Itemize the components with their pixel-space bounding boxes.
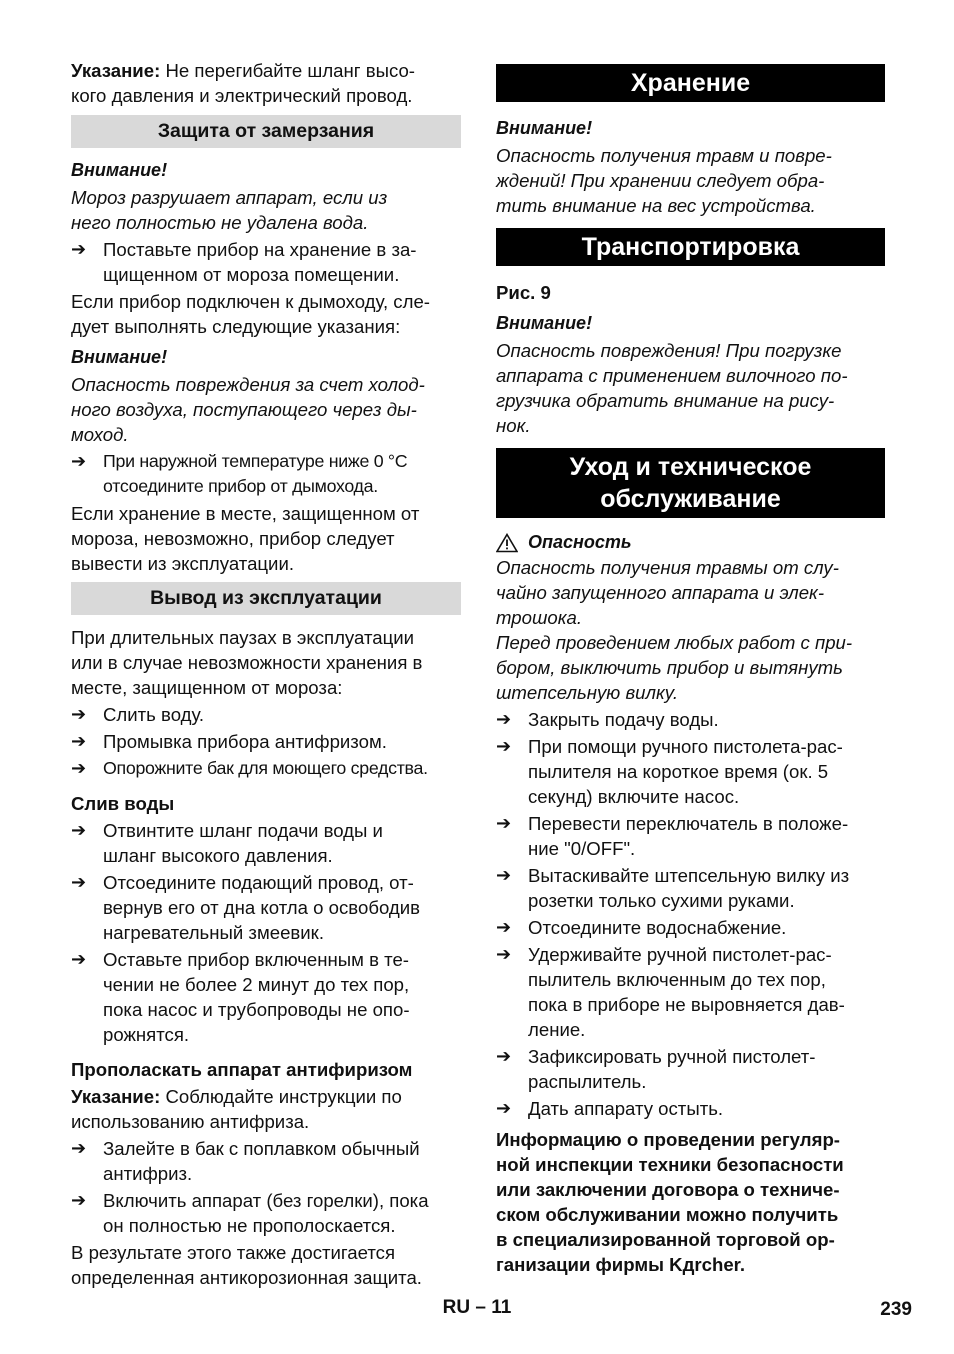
arrow-right-icon: ➔ (71, 949, 87, 969)
subheading-rinse: Прополаскать аппарат антифиризом (71, 1059, 413, 1080)
list-item: ➔ Отвинтите шланг подачи воды и шланг высокого давления. (71, 820, 383, 866)
list-item: ➔ Перевести переключатель в положе- ние "0/OFF". (496, 813, 849, 859)
arrow-right-icon: ➔ (71, 239, 87, 259)
danger-label: Опасность (528, 532, 632, 552)
list-item: ➔ Включить аппарат (без горелки), пока он полностью не прополоскается. (71, 1190, 429, 1236)
attention-label: Внимание! (496, 313, 593, 333)
list-item: ➔ Отсоедините подающий провод, от- вернув его от дна котла о освободив нагревательный змеевик. (71, 872, 421, 943)
note-label: Указание: (71, 60, 161, 81)
arrow-right-icon: ➔ (71, 704, 87, 724)
list-item: ➔ Залейте в бак с поплавком обычный антифриз. (71, 1138, 420, 1184)
arrow-right-icon: ➔ (71, 872, 87, 892)
arrow-right-icon: ➔ (71, 1190, 87, 1210)
arrow-right-icon: ➔ (496, 917, 512, 937)
danger-label-row (496, 532, 885, 553)
arrow-right-icon: ➔ (71, 1138, 87, 1158)
list-item: ➔ Оставьте прибор включенным в те- чении не более 2 минут до тех пор, пока насос и трубопроводы не опо- рожнятся. (71, 949, 410, 1045)
attention-text: Мороз разрушает аппарат, если из него полностью не удалена вода. (71, 187, 388, 233)
warning-triangle-icon (496, 533, 518, 553)
list-item: ➔ Промывка прибора антифризом. (71, 731, 387, 752)
page-number: 239 (880, 1299, 912, 1320)
arrow-right-icon: ➔ (496, 736, 512, 756)
list-item: ➔ Поставьте прибор на хранение в за- щищенном от мороза помещении. (71, 239, 417, 285)
arrow-right-icon: ➔ (496, 944, 512, 964)
arrow-right-icon: ➔ (496, 709, 512, 729)
section-heading-decommission: Вывод из эксплуатации (71, 582, 461, 615)
attention-text: Опасность повреждения! При погрузке аппарата с применением вилочного по- грузчика обратить внимание на рису- нок. (496, 340, 848, 436)
list-item: ➔ Дать аппарату остыть. (496, 1098, 724, 1119)
note-handling: Указание: Не перегибайте шланг высо- кого давления и электрический провод. (71, 60, 416, 106)
attention-label: Внимание! (496, 118, 593, 138)
attention-text: Опасность получения травм и повре- ждений! При хранении следует обра- тить внимание на вес устройства. (496, 145, 832, 216)
danger-text: Опасность получения травмы от слу- чайно запущенного аппарата и элек- трошока. Перед проведением любых работ с при- бором, выключить прибор и вытянуть штепсельную вилку. (496, 557, 853, 703)
section-page-number: RU – 11 (442, 1297, 512, 1318)
arrow-right-icon: ➔ (496, 865, 512, 885)
section-heading-care: Уход и техническое обслуживание (496, 448, 885, 518)
arrow-right-icon: ➔ (71, 820, 87, 840)
list-item: ➔ Зафиксировать ручной пистолет- распылитель. (496, 1046, 816, 1092)
list-item: ➔ Удерживайте ручной пистолет-рас- пылитель включенным до тех пор, пока в приборе не выровняется дав- ление. (496, 944, 845, 1040)
note-antifreeze: Указание: Соблюдайте инструкции по использованию антифриза. (71, 1086, 402, 1132)
note-label: Указание: (71, 1086, 161, 1107)
arrow-right-icon: ➔ (496, 1098, 512, 1118)
paragraph: В результате этого также достигается определенная антикорозионная защита. (71, 1242, 422, 1288)
list-item: ➔ При наружной температуре ниже 0 °C отсоедините прибор от дымохода. (71, 451, 408, 496)
left-column (71, 58, 461, 1290)
attention-label: Внимание! (71, 347, 168, 367)
attention-text: Опасность повреждения за счет холод- ного воздуха, поступающего через ды- моход. (71, 374, 425, 445)
section-heading-frost: Защита от замерзания (71, 115, 461, 148)
paragraph: При длительных паузах в эксплуатации или в случае невозможности хранения в месте, защищенном от мороза: (71, 627, 423, 698)
paragraph: Если прибор подключен к дымоходу, сле- дует выполнять следующие указания: (71, 291, 430, 337)
section-heading-transport: Транспортировка (496, 228, 885, 266)
arrow-right-icon: ➔ (71, 451, 87, 471)
list-item: ➔ Закрыть подачу воды. (496, 709, 719, 730)
arrow-right-icon: ➔ (71, 758, 87, 778)
section-heading-storage: Хранение (496, 64, 885, 102)
list-item: ➔ Слить воду. (71, 704, 205, 725)
arrow-right-icon: ➔ (496, 1046, 512, 1066)
list-item: ➔ Вытаскивайте штепсельную вилку из розетки только сухими руками. (496, 865, 850, 911)
paragraph: Если хранение в месте, защищенном от мороза, невозможно, прибор следует вывести из эксплуатации. (71, 503, 420, 574)
arrow-right-icon: ➔ (496, 813, 512, 833)
list-item: ➔ При помощи ручного пистолета-рас- пылителя на короткое время (ок. 5 секунд) включите насос. (496, 736, 843, 807)
list-item: ➔ Опорожните бак для моющего средства. (71, 756, 461, 781)
service-info-text: Информацию о проведении регуляр- ной инспекции техники безопасности или заключении договора о техниче- ском обслуживании можно получить в специализированной торговой ор- ганизации фирмы Kдrcher. (496, 1129, 844, 1275)
attention-label: Внимание! (71, 160, 168, 180)
list-item: ➔ Отсоедините водоснабжение. (496, 917, 787, 938)
right-column (496, 58, 885, 1277)
subheading-drain: Слив воды (71, 793, 175, 814)
arrow-right-icon: ➔ (71, 731, 87, 751)
figure-reference: Рис. 9 (496, 282, 551, 303)
